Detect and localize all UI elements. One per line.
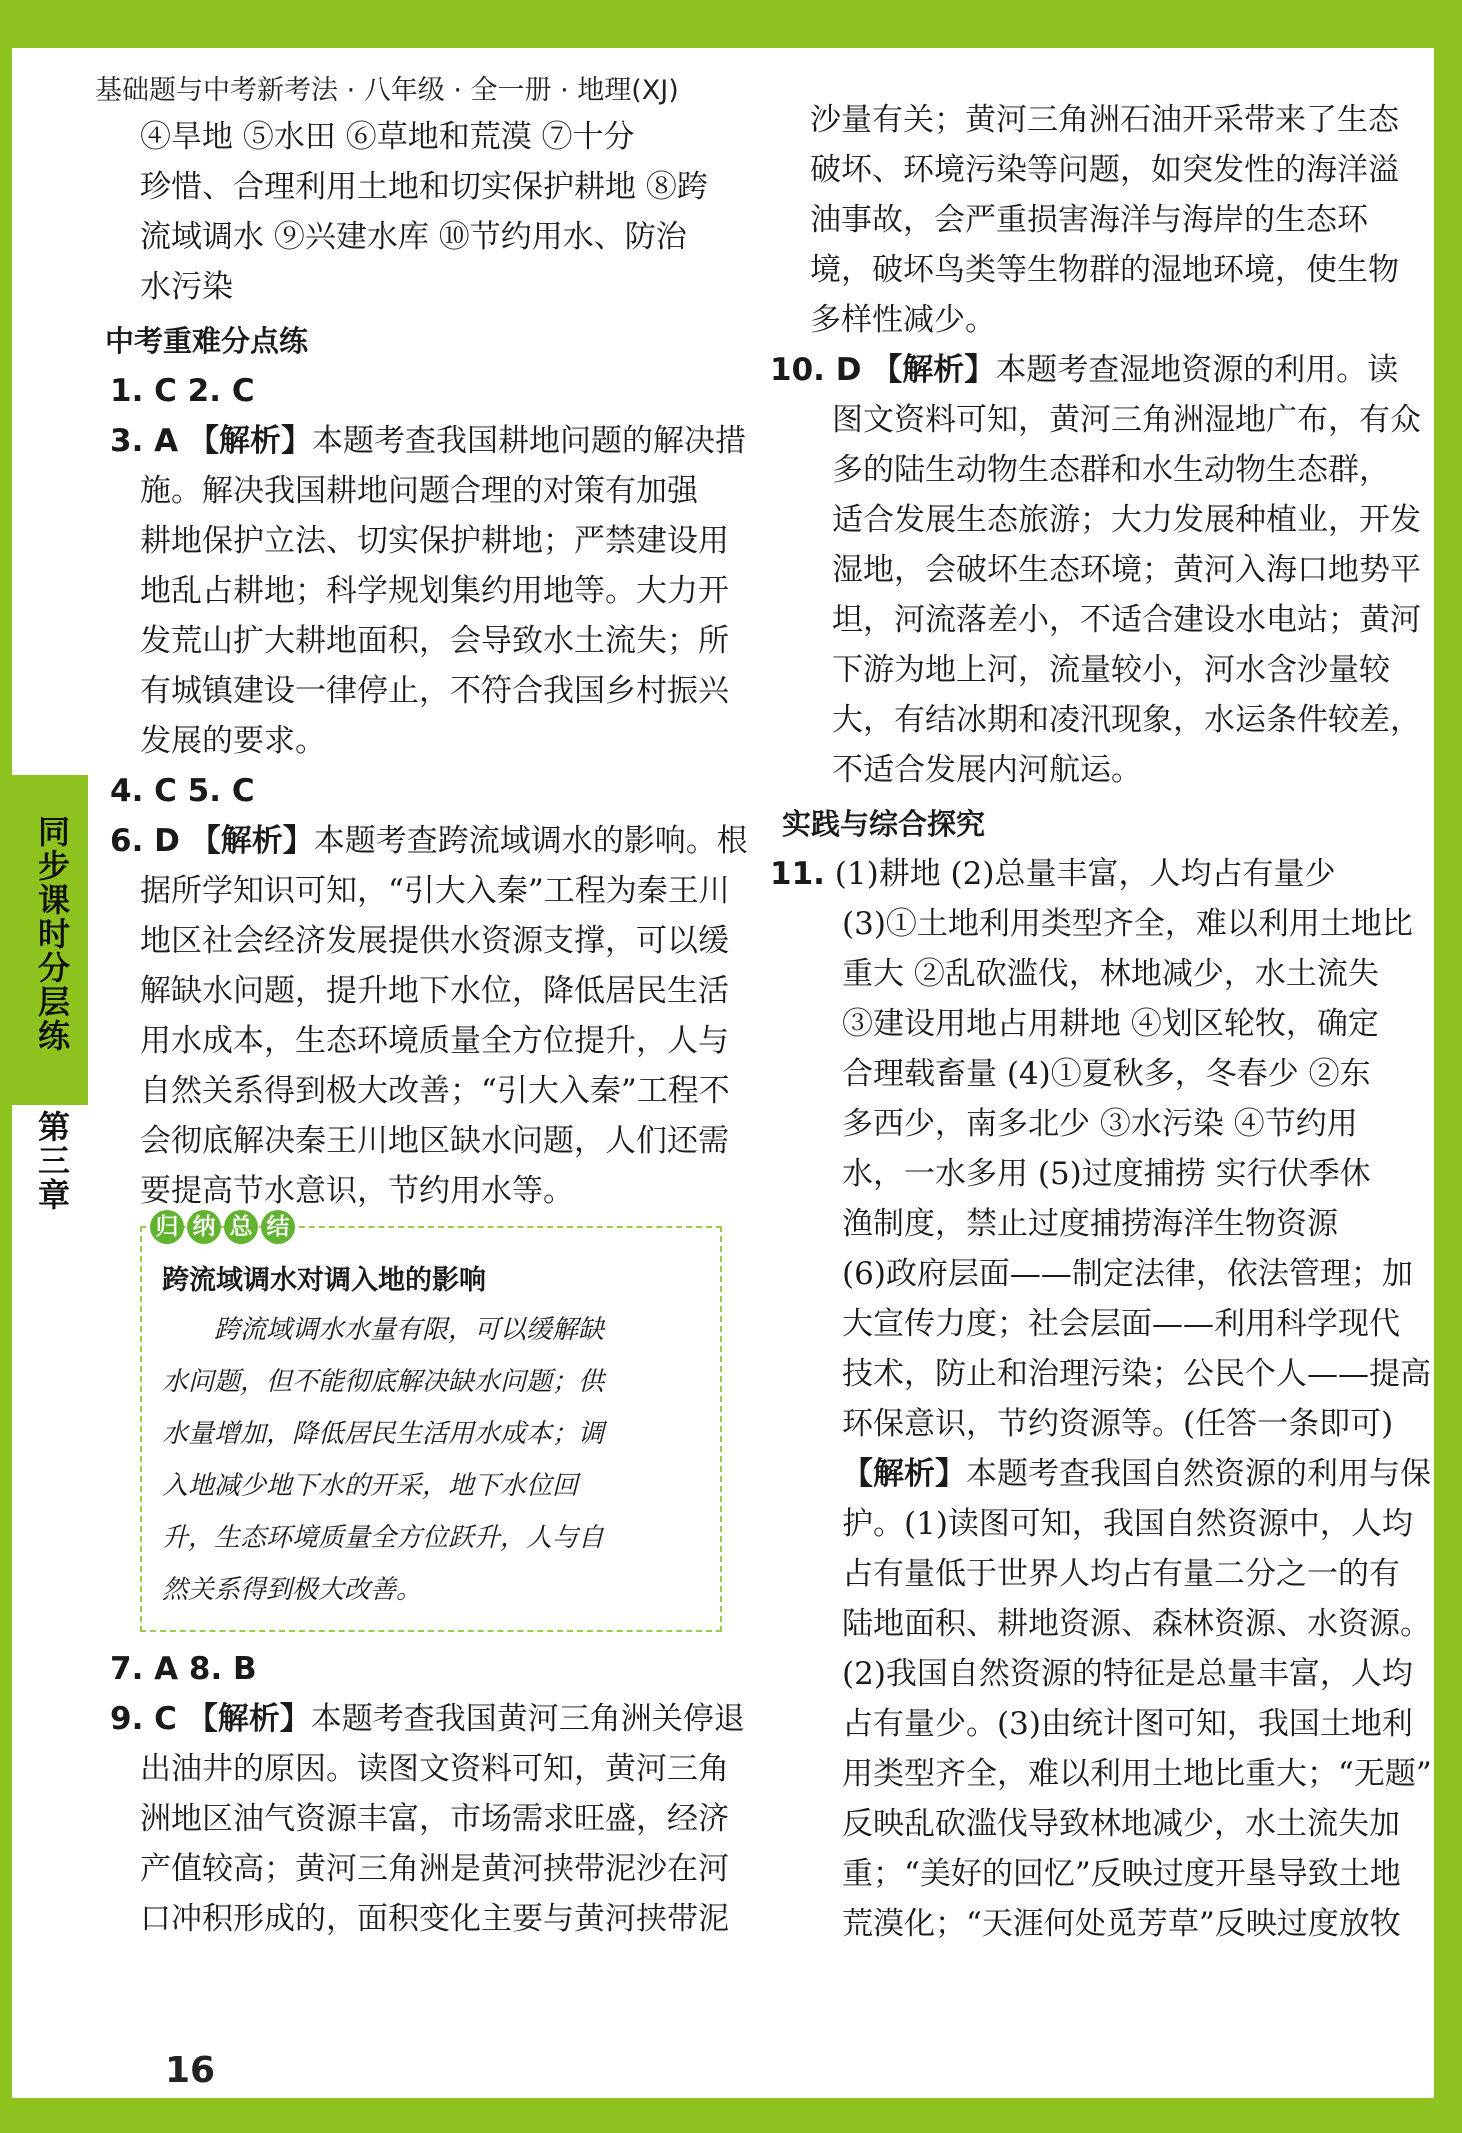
analysis-line: 陆地面积、耕地资源、森林资源、水资源。 bbox=[842, 1606, 1431, 1642]
running-header: 基础题与中考新考法 · 八年级 · 全一册 · 地理(XJ) bbox=[95, 75, 679, 106]
analysis-line: 大，有结冰期和凌汛现象，水运条件较差， bbox=[832, 702, 1421, 738]
answer-line: 合理载畜量 (4)①夏秋多，冬春少 ②东 bbox=[842, 1056, 1371, 1092]
analysis-line: 用水成本，生态环境质量全方位提升，人与 bbox=[140, 1023, 729, 1059]
analysis-line: 荒漠化；“天涯何处觅芳草”反映过度放牧 bbox=[842, 1906, 1401, 1942]
analysis-line: 占有量少。(3)由统计图可知，我国土地利 bbox=[842, 1706, 1413, 1742]
analysis-line: 不适合发展内河航运。 bbox=[832, 752, 1142, 788]
answer-line: ③建设用地占用耕地 ④划区轮牧，确定 bbox=[842, 1006, 1379, 1042]
answer-line: 多西少，南多北少 ③水污染 ④节约用 bbox=[842, 1106, 1358, 1142]
analysis-line: 湿地，会破坏生态环境；黄河入海口地势平 bbox=[832, 552, 1421, 588]
question-9 bbox=[110, 1694, 745, 1744]
analysis-tag: 【解析】 bbox=[188, 423, 312, 459]
page-number: 16 bbox=[165, 2050, 216, 2091]
section-heading: 中考重难分点练 bbox=[105, 324, 309, 358]
answer-line: 重大 ②乱砍滥伐，林地减少，水土流失 bbox=[842, 956, 1379, 992]
analysis-line: 发荒山扩大耕地面积，会导致水土流失；所 bbox=[140, 623, 729, 659]
analysis-line: 产值较高；黄河三角洲是黄河挟带泥沙在河 bbox=[140, 1851, 729, 1887]
analysis-tag: 【解析】 bbox=[186, 1701, 311, 1737]
side-tab-title: 同步课时分层练 bbox=[33, 815, 71, 1053]
section-heading: 实践与综合探究 bbox=[782, 807, 986, 841]
analysis-line: 地区社会经济发展提供水资源支撑，可以缓 bbox=[140, 923, 729, 959]
summary-line: 升，生态环境质量全方位跃升，人与自 bbox=[162, 1523, 605, 1553]
analysis-line: 护。(1)读图可知，我国自然资源中，人均 bbox=[842, 1506, 1413, 1542]
analysis-line: 重；“美好的回忆”反映过度开垦导致土地 bbox=[842, 1856, 1401, 1892]
analysis-line: 坦，河流落差小，不适合建设水电站；黄河 bbox=[832, 602, 1421, 638]
answer-line: (3)①土地利用类型齐全，难以利用土地比 bbox=[842, 906, 1413, 942]
analysis-text: 本题考查跨流域调水的影响。根 bbox=[313, 823, 748, 859]
analysis-line: 口冲积形成的，面积变化主要与黄河挟带泥 bbox=[140, 1901, 729, 1937]
answers-1-2: 1. C 2. C bbox=[110, 373, 255, 409]
continued-line: 多样性减少。 bbox=[810, 302, 996, 338]
answer-line: 流域调水 ⑨兴建水库 ⑩节约用水、防治 bbox=[140, 219, 687, 255]
analysis-text: 本题考查我国耕地问题的解决措 bbox=[312, 423, 746, 459]
answer-text: (1)耕地 (2)总量丰富，人均占有量少 bbox=[834, 856, 1336, 892]
continued-line: 境，破坏鸟类等生物群的湿地环境，使生物 bbox=[810, 252, 1399, 288]
analysis-first-line bbox=[770, 1449, 1430, 1499]
analysis-tag: 【解析】 bbox=[871, 352, 996, 388]
summary-line: 入地减少地下水的开采，地下水位回 bbox=[162, 1471, 579, 1501]
analysis-tag: 【解析】 bbox=[189, 823, 314, 859]
question-3 bbox=[110, 416, 746, 466]
summary-tag-char: 归 bbox=[150, 1210, 184, 1244]
analysis-line: 用类型齐全，难以利用土地比重大；“无题” bbox=[842, 1756, 1432, 1792]
question-number: 11. bbox=[770, 856, 825, 892]
answer-line: 技术，防止和治理污染；公民个人——提高 bbox=[842, 1356, 1431, 1392]
answer-line: 水，一水多用 (5)过度捕捞 实行伏季休 bbox=[842, 1156, 1371, 1192]
analysis-line: 占有量低于世界人均占有量二分之一的有 bbox=[842, 1556, 1400, 1592]
continued-line: 油事故，会严重损害海洋与海岸的生态环 bbox=[810, 202, 1368, 238]
question-11 bbox=[770, 849, 1430, 899]
left-column bbox=[105, 112, 748, 1944]
question-6 bbox=[110, 816, 748, 866]
answer-line: (6)政府层面——制定法律，依法管理；加 bbox=[842, 1256, 1413, 1292]
analysis-line: 地乱占耕地；科学规划集约用地等。大力开 bbox=[140, 573, 729, 609]
analysis-line: 自然关系得到极大改善；“引大入秦”工程不 bbox=[140, 1073, 730, 1109]
right-column bbox=[770, 95, 1430, 1949]
analysis-line: 适合发展生态旅游；大力发展种植业，开发 bbox=[832, 502, 1421, 538]
answer-line: 环保意识，节约资源等。(任答一条即可) bbox=[842, 1406, 1394, 1442]
analysis-line: 反映乱砍滥伐导致林地减少，水土流失加 bbox=[842, 1806, 1400, 1842]
analysis-line: (2)我国自然资源的特征是总量丰富，人均 bbox=[842, 1656, 1413, 1692]
analysis-text: 本题考查我国自然资源的利用与保 bbox=[966, 1456, 1431, 1492]
summary-tag bbox=[150, 1210, 295, 1244]
question-number: 3. A bbox=[110, 423, 179, 459]
analysis-text: 本题考查我国黄河三角洲关停退 bbox=[310, 1701, 745, 1737]
analysis-line: 解缺水问题，提升地下水位，降低居民生活 bbox=[140, 973, 729, 1009]
analysis-tag: 【解析】 bbox=[842, 1456, 966, 1492]
question-number: 6. D bbox=[110, 823, 180, 859]
answer-line: ④旱地 ⑤水田 ⑥草地和荒漠 ⑦十分 bbox=[140, 119, 635, 155]
analysis-line: 有城镇建设一律停止，不符合我国乡村振兴 bbox=[140, 673, 729, 709]
question-number: 10. D bbox=[770, 352, 862, 388]
answer-line: 水污染 bbox=[140, 269, 233, 305]
side-tab bbox=[12, 775, 88, 1235]
summary-box bbox=[140, 1214, 722, 1632]
analysis-line: 会彻底解决秦王川地区缺水问题，人们还需 bbox=[140, 1123, 729, 1159]
summary-tag-char: 结 bbox=[261, 1210, 295, 1244]
answer-line: 渔制度，禁止过度捕捞海洋生物资源 bbox=[842, 1206, 1338, 1242]
analysis-line: 发展的要求。 bbox=[140, 723, 326, 759]
analysis-line: 下游为地上河，流量较小，河水含沙量较 bbox=[832, 652, 1390, 688]
analysis-line: 据所学知识可知，“引大入秦”工程为秦王川 bbox=[140, 873, 730, 909]
continued-line: 破坏、环境污染等问题，如突发性的海洋溢 bbox=[810, 152, 1399, 188]
summary-line: 跨流域调水水量有限，可以缓解缺 bbox=[214, 1315, 605, 1345]
continued-line: 沙量有关；黄河三角洲石油开采带来了生态 bbox=[810, 102, 1399, 138]
corner-band bbox=[1262, 0, 1462, 48]
answers-7-8: 7. A 8. B bbox=[110, 1651, 257, 1687]
summary-tag-char: 总 bbox=[224, 1210, 258, 1244]
analysis-line: 图文资料可知，黄河三角洲湿地广布，有众 bbox=[832, 402, 1421, 438]
analysis-line: 耕地保护立法、切实保护耕地；严禁建设用 bbox=[140, 523, 729, 559]
question-number: 9. C bbox=[110, 1701, 177, 1737]
summary-tag-char: 纳 bbox=[187, 1210, 221, 1244]
answer-line: 大宣传力度；社会层面——利用科学现代 bbox=[842, 1306, 1400, 1342]
summary-line: 水量增加，降低居民生活用水成本；调 bbox=[162, 1419, 605, 1449]
side-tab-chapter: 第三章 bbox=[33, 1110, 71, 1212]
analysis-line: 洲地区油气资源丰富，市场需求旺盛，经济 bbox=[140, 1801, 729, 1837]
analysis-text: 本题考查湿地资源的利用。读 bbox=[995, 352, 1399, 388]
analysis-line: 出油井的原因。读图文资料可知，黄河三角 bbox=[140, 1751, 729, 1787]
question-10 bbox=[770, 345, 1430, 395]
answer-line: 珍惜、合理利用土地和切实保护耕地 ⑧跨 bbox=[140, 169, 708, 205]
answers-4-5: 4. C 5. C bbox=[110, 773, 255, 809]
summary-line: 水问题，但不能彻底解决缺水问题；供 bbox=[162, 1367, 605, 1397]
analysis-line: 要提高节水意识，节约用水等。 bbox=[140, 1173, 574, 1209]
summary-line: 然关系得到极大改善。 bbox=[162, 1575, 423, 1605]
analysis-line: 施。解决我国耕地问题合理的对策有加强 bbox=[140, 473, 698, 509]
summary-title: 跨流域调水对调入地的影响 bbox=[162, 1265, 486, 1296]
analysis-line: 多的陆生动物生态群和水生动物生态群， bbox=[832, 452, 1390, 488]
